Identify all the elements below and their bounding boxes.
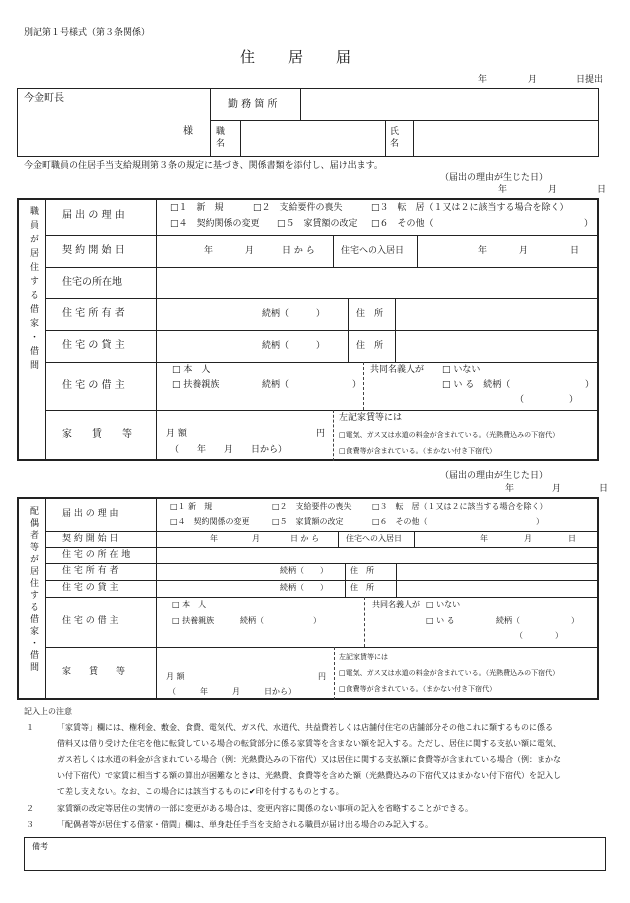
note-3-number: ３ bbox=[26, 820, 34, 829]
s2-movein-day: 日 bbox=[568, 534, 576, 543]
note-3: 「配偶者等が居住する借家・借間」欄は、単身赴任手当を支給される職員が届け出る場合のみ記入する。 bbox=[57, 820, 433, 829]
reason-year-2: 年 bbox=[505, 484, 515, 494]
s1-rent-note-title: 左記家賃等には bbox=[339, 413, 403, 423]
s1-reason-other-close: ） bbox=[584, 219, 594, 229]
s1-owner-relation: 続柄（ ） bbox=[262, 309, 326, 319]
addressee-to: 今金町長 bbox=[24, 93, 64, 104]
s1-reason-other[interactable]: □６ その他（ bbox=[371, 219, 434, 229]
divider bbox=[413, 120, 414, 157]
divider bbox=[240, 120, 241, 157]
workplace-label: 勤 務 箇 所 bbox=[228, 99, 278, 110]
reason-date-label-2: （届出の理由が生じた日） bbox=[440, 471, 549, 481]
s2-rent-note-utilities[interactable]: □電気、ガス又は水道の料金が含まれている。（光熱費込みの下宿代） bbox=[339, 669, 560, 677]
reason-day-2: 日 bbox=[599, 484, 609, 494]
s2-row-reason: 届 出 の 理 由 bbox=[62, 509, 119, 519]
s1-movein-label: 住宅への入居日 bbox=[341, 246, 405, 256]
s2-start-month: 月 bbox=[252, 534, 260, 543]
s1-rent-note-meals[interactable]: □食費等が含まれている。（まかない付き下宿代） bbox=[339, 447, 497, 455]
s1-reason-contract[interactable]: □４ 契約関係の変更 bbox=[170, 219, 260, 229]
notes-heading: 記入上の注意 bbox=[24, 707, 72, 716]
s1-reason-new[interactable]: □１ 新 規 bbox=[170, 203, 224, 213]
divider bbox=[300, 88, 301, 120]
s2-rent-note-meals[interactable]: □食費等が含まれている。（まかない付き下宿代） bbox=[339, 685, 497, 693]
s1-row-location: 住宅の所在地 bbox=[62, 277, 122, 288]
s2-rent-from: （ 年 月 日から） bbox=[168, 687, 296, 696]
intro-text: 今金町職員の住居手当支給規則第３条の規定に基づき、関係書類を添付し、届け出ます。 bbox=[24, 161, 383, 171]
s2-co-label: 共同名義人が bbox=[372, 600, 420, 609]
s1-row-owner: 住 宅 所 有 者 bbox=[62, 308, 125, 319]
reason-day: 日 bbox=[597, 185, 607, 195]
note-1-line-5: て差し支えない。なお、この場合には該当するものに✔印を付するものとする。 bbox=[57, 787, 344, 796]
form-title: 住 居 届 bbox=[240, 48, 353, 66]
s1-reason-move[interactable]: □３ 転 居（１又は２に該当する場合を除く） bbox=[371, 203, 569, 213]
s1-co-close: ） bbox=[585, 380, 595, 390]
s1-movein-year: 年 bbox=[478, 246, 488, 256]
s2-owner-relation: 続柄（ ） bbox=[280, 566, 328, 575]
addressee-box bbox=[17, 88, 599, 157]
s2-reason-move[interactable]: □３ 転 居（１又は２に該当する場合を除く） bbox=[372, 502, 548, 511]
remarks-label: 備考 bbox=[32, 842, 48, 851]
s1-rent-monthly: 月 額 bbox=[166, 429, 187, 439]
s2-row-owner: 住 宅 所 有 者 bbox=[62, 566, 119, 576]
s2-lessee-family[interactable]: □ 扶養親族 bbox=[172, 616, 215, 625]
s1-co-none[interactable]: □ いない bbox=[442, 365, 481, 375]
reason-year: 年 bbox=[498, 185, 508, 195]
s1-movein-day: 日 bbox=[570, 246, 580, 256]
s2-owner-address: 住 所 bbox=[350, 566, 374, 575]
s1-lessee-family[interactable]: □ 扶養親族 bbox=[172, 380, 220, 390]
remarks-box[interactable] bbox=[24, 837, 606, 871]
s2-start-year: 年 bbox=[210, 534, 218, 543]
submit-day-label: 日提出 bbox=[576, 75, 604, 85]
s1-lessee-relation: 続柄（ bbox=[262, 380, 290, 390]
submit-month-label: 月 bbox=[528, 75, 538, 85]
position-label: 職 名 bbox=[216, 127, 226, 149]
s2-row-lessor: 住 宅 の 貸 主 bbox=[62, 583, 119, 593]
s2-row-location: 住 宅 の 所 在 地 bbox=[62, 550, 131, 560]
section1-side-label: 職員が居住する借家・借間 bbox=[28, 206, 38, 374]
s2-reason-new[interactable]: □１ 新 規 bbox=[170, 502, 213, 511]
s1-start-day: 日 か ら bbox=[282, 246, 315, 256]
s2-co-none[interactable]: □ いない bbox=[426, 600, 461, 609]
s1-owner-address: 住 所 bbox=[356, 309, 384, 319]
s1-lessor-relation: 続柄（ ） bbox=[262, 341, 326, 351]
s2-reason-contract[interactable]: □４ 契約関係の変更 bbox=[170, 517, 250, 526]
s2-lessee-relation: 続柄（ bbox=[240, 616, 264, 625]
s1-reason-loss[interactable]: □２ 支給要件の喪失 bbox=[253, 203, 343, 213]
s1-row-start: 契 約 開 始 日 bbox=[62, 245, 125, 256]
note-1-line-3: ガス若しくは水道の料金が含まれている場合（例：光熱費込みの下宿代）又は居住に関する支払額に食費等が含まれている場合（例：まかな bbox=[57, 755, 561, 764]
s1-row-rent: 家 賃 等 bbox=[62, 429, 132, 440]
s2-reason-other-close: ） bbox=[536, 517, 544, 526]
s1-rent-yen: 円 bbox=[316, 429, 326, 439]
s2-co-close: ） bbox=[571, 616, 579, 625]
note-1-line-2: 借料又は借り受けた住宅を他に転貸している場合の転貸部分に係る家賃等を含まない額を記入する。ただし、居住に関する支払い額に電気、 bbox=[57, 739, 561, 748]
s2-start-day: 日 か ら bbox=[290, 534, 320, 543]
s2-lessor-relation: 続柄（ ） bbox=[280, 583, 328, 592]
note-2: 家賃額の改定等居住の実情の一部に変更がある場合は、変更内容に関係のない事項の記入を省略することができる。 bbox=[57, 804, 473, 813]
s1-start-month: 月 bbox=[245, 246, 255, 256]
s2-reason-other[interactable]: □６ その他（ bbox=[372, 517, 428, 526]
s1-co-yes[interactable]: □ い る 続柄（ bbox=[442, 380, 511, 390]
divider bbox=[385, 120, 386, 157]
s2-movein-year: 年 bbox=[480, 534, 488, 543]
addressee-sama: 様 bbox=[183, 126, 193, 137]
s2-co-paren: （ ） bbox=[515, 631, 563, 640]
s2-rent-monthly: 月 額 bbox=[166, 672, 185, 681]
s2-reason-rent[interactable]: □５ 家賃額の改定 bbox=[272, 517, 344, 526]
s1-row-lessor: 住 宅 の 貸 主 bbox=[62, 340, 125, 351]
s2-co-yes[interactable]: □ い る bbox=[426, 616, 455, 625]
s1-lessee-close: ） bbox=[352, 380, 362, 390]
s2-co-relation: 続柄（ bbox=[496, 616, 520, 625]
s1-reason-rent[interactable]: □５ 家賃額の改定 bbox=[277, 219, 358, 229]
s2-rent-yen: 円 bbox=[318, 672, 326, 681]
section2-side-label: 配偶者等が居住する借家・借間 bbox=[28, 506, 38, 674]
s1-lessor-address: 住 所 bbox=[356, 341, 384, 351]
s1-lessee-self[interactable]: □ 本 人 bbox=[172, 365, 211, 375]
note-1-line-4: い付下宿代）で家賃に相当する額の算出が困難なときは、光熱費、食費等を含めた額（光熱費込みの下宿代又はまかない付下宿代）を記入し bbox=[57, 771, 561, 780]
s2-lessor-address: 住 所 bbox=[350, 583, 374, 592]
name-label: 氏 名 bbox=[390, 127, 400, 149]
divider bbox=[210, 120, 599, 121]
s2-row-start: 契 約 開 始 日 bbox=[62, 534, 119, 544]
s2-reason-loss[interactable]: □２ 支給要件の喪失 bbox=[272, 502, 352, 511]
s1-row-lessee: 住 宅 の 借 主 bbox=[62, 380, 125, 391]
reason-month: 月 bbox=[548, 185, 558, 195]
s2-rent-note-title: 左記家賃等には bbox=[339, 653, 388, 661]
s2-lessee-self[interactable]: □ 本 人 bbox=[172, 600, 207, 609]
s2-lessee-close: ） bbox=[313, 616, 321, 625]
s2-movein-label: 住宅への入居日 bbox=[346, 534, 402, 543]
form-number: 別記第１号様式（第３条関係） bbox=[24, 28, 151, 38]
s1-row-reason: 届 出 の 理 由 bbox=[62, 210, 125, 221]
s1-rent-from: （ 年 月 日から） bbox=[170, 445, 288, 455]
divider bbox=[210, 88, 211, 157]
reason-month-2: 月 bbox=[552, 484, 562, 494]
s1-start-year: 年 bbox=[204, 246, 214, 256]
s2-movein-month: 月 bbox=[524, 534, 532, 543]
s1-co-label: 共同名義人が bbox=[370, 365, 425, 375]
s1-rent-note-utilities[interactable]: □電気、ガス又は水道の料金が含まれている。（光熱費込みの下宿代） bbox=[339, 431, 560, 439]
s2-row-rent: 家 賃 等 bbox=[62, 667, 126, 677]
submit-year-label: 年 bbox=[478, 75, 488, 85]
note-2-number: ２ bbox=[26, 804, 34, 813]
note-1-number: １ bbox=[26, 723, 34, 732]
reason-date-label: （届出の理由が生じた日） bbox=[440, 173, 549, 183]
note-1-line-1: 「家賃等」欄には、権利金、敷金、食費、電気代、ガス代、水道代、共益費若しくは店舗付住宅の店舗部分その他これに類するものに係る bbox=[57, 723, 553, 732]
s1-movein-month: 月 bbox=[519, 246, 529, 256]
s2-row-lessee: 住 宅 の 借 主 bbox=[62, 616, 119, 626]
s1-co-paren: （ ） bbox=[515, 395, 579, 405]
